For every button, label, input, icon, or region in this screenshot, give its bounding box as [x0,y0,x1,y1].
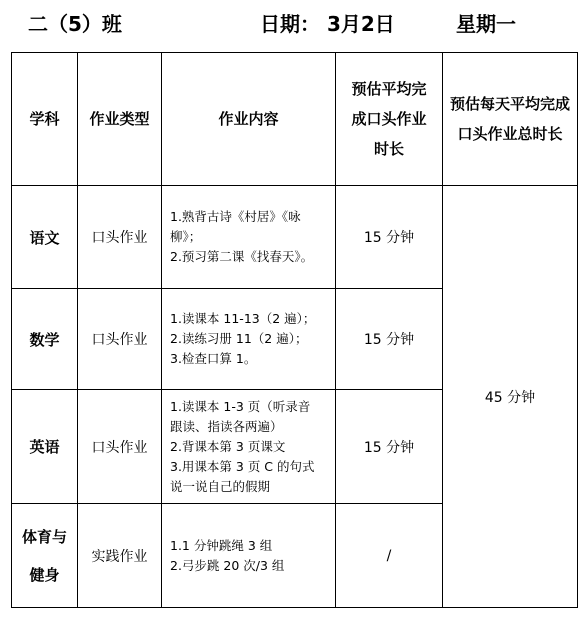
total-duration-cell: 45 分钟 [443,186,578,608]
content-cell [162,390,336,504]
content-line: 2.读练习册 11（2 遍）； [170,331,308,346]
content-line: 2.背课本第 3 页课文 [170,438,286,454]
subject-line: 健身 [29,565,60,584]
header-total-duration-line: 口头作业总时长 [457,125,563,143]
content-line: 2.预习第二课《找春天》。 [170,249,314,264]
header-total-duration-line: 预估每天平均完成 [449,95,570,113]
type-cell: 口头作业 [78,289,162,390]
type-cell: 实践作业 [78,504,162,608]
date-label: 日期： 3月2日 [260,12,395,36]
weekday-label: 星期一 [456,12,516,36]
type-cell: 口头作业 [78,390,162,504]
header-avg-duration-line: 时长 [373,140,404,158]
header-homework-type: 作业类型 [78,53,162,186]
table-header-row [12,53,578,186]
homework-table [11,52,578,608]
content-line: 1.读课本 11-13（2 遍）； [170,311,316,326]
header-avg-duration-line: 成口头作业 [351,110,427,128]
content-line: 2.弓步跳 20 次/3 组 [170,557,285,573]
subject-line: 体育与 [21,527,67,546]
content-line: 1.1 分钟跳绳 3 组 [170,537,273,553]
content-cell [162,504,336,608]
type-cell: 口头作业 [78,186,162,289]
duration-cell: 15 分钟 [336,289,443,390]
page-header [0,8,588,38]
table-row [12,186,578,289]
subject-cell [12,504,78,608]
content-cell [162,186,336,289]
duration-cell: / [336,504,443,608]
class-label: 二（5）班 [28,12,122,36]
subject-cell: 语文 [12,186,78,289]
subject-cell: 英语 [12,390,78,504]
header-avg-duration [336,53,443,186]
content-line: 1.熟背古诗《村居》《咏 [170,209,301,224]
content-cell [162,289,336,390]
duration-cell: 15 分钟 [336,186,443,289]
subject-cell: 数学 [12,289,78,390]
content-line: 3.用课本第 3 页 C 的句式 [170,458,315,474]
content-line: 说一说自己的假期 [170,478,271,494]
content-line: 3.检查口算 1。 [170,351,257,366]
header-total-duration [443,53,578,186]
content-line: 跟读、指读各两遍） [170,418,283,434]
content-line: 1.读课本 1-3 页（听录音 [170,398,311,414]
content-line: 柳》； [170,229,202,244]
header-subject: 学科 [12,53,78,186]
header-homework-content: 作业内容 [162,53,336,186]
duration-cell: 15 分钟 [336,390,443,504]
header-avg-duration-line: 预估平均完 [351,80,427,98]
